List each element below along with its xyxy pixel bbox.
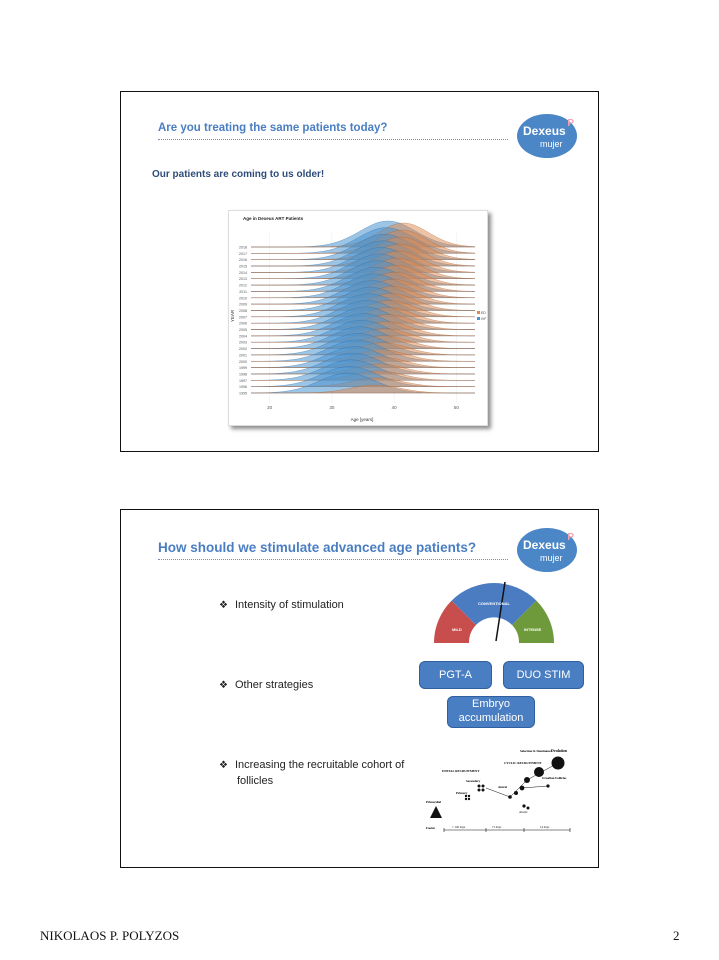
label-graafian: Graafian Follicles: [542, 776, 567, 780]
stimulation-gauge: [432, 579, 556, 647]
chart-y-tick: 2001: [239, 353, 247, 358]
dexeus-logo: Dexeus P mujer: [517, 114, 577, 158]
label-ovulation: Ovulation: [550, 749, 567, 753]
chart-y-tick: 2015: [239, 264, 247, 269]
chart-title: Age in Dexeus ART Patients: [243, 216, 304, 221]
label-primordial: Primordial: [426, 800, 442, 804]
chart-y-tick: 1996: [239, 385, 247, 390]
chart-y-tick: 2011: [239, 289, 247, 294]
chart-y-tick: 2014: [239, 270, 247, 275]
chart-y-tick: 1995: [239, 391, 247, 396]
label-selection: Selection & Dominance: [520, 749, 552, 753]
title-divider: [158, 559, 508, 560]
legend-label: ED: [481, 311, 486, 315]
bullet-recruitable-cohort-cont: follicles: [237, 775, 274, 787]
slide-2: [120, 509, 599, 868]
chart-y-tick: 2002: [239, 347, 247, 352]
label-secondary: Secondary: [466, 779, 481, 783]
connector-4: [522, 786, 548, 788]
chart-x-tick: 40: [391, 405, 397, 410]
chart-y-tick: 2008: [239, 308, 247, 313]
connector-2: [510, 780, 527, 797]
chart-y-tick: 2005: [239, 328, 247, 333]
title-divider: [158, 139, 508, 140]
chart-y-tick: 2006: [239, 321, 247, 326]
dexeus-logo: Dexeus P mujer: [517, 528, 577, 572]
label-antral: Antral: [498, 785, 508, 789]
slide-subtitle: Our patients are coming to us older!: [152, 169, 325, 180]
page-number: 2: [673, 928, 680, 943]
timeline-days-3: 14 days: [540, 825, 550, 829]
follicle-primary-3: [465, 798, 467, 800]
chart-x-tick: 20: [267, 405, 273, 410]
label-atretic: Atretic: [519, 810, 528, 814]
ridgeline-chart: [228, 210, 488, 426]
legend-swatch-IVF: [477, 317, 480, 320]
gauge-label-mild: MILD: [452, 627, 462, 632]
bullet-recruitable-cohort: ❖ Increasing the recruitable cohort of: [219, 759, 405, 771]
slide-1: [120, 91, 599, 452]
follicle-secondary-2: [482, 785, 485, 788]
follicle-antral-2: [514, 791, 518, 795]
label-primary: Primary: [456, 791, 468, 795]
gauge-label-conventional: CONVENTIONAL: [478, 601, 510, 606]
follicle-primary-2: [468, 795, 470, 797]
slide-title: Are you treating the same patients today?: [158, 122, 388, 134]
timeline-days-1: > 120 days: [452, 825, 466, 829]
chart-xlabel: Age [years]: [350, 417, 374, 422]
follicle-atretic-1: [522, 804, 525, 807]
slide-title: How should we stimulate advanced age patients?: [158, 540, 477, 555]
chart-y-tick: 2018: [239, 245, 247, 250]
chart-y-tick: 2009: [239, 302, 247, 307]
timeline-days-2: 71 days: [492, 825, 502, 829]
label-cyclic: CYCLIC RECRUITMENT: [504, 761, 542, 765]
label-initial: INITIAL RECRUITMENT: [442, 769, 480, 773]
chart-y-tick: 2003: [239, 340, 247, 345]
chart-y-tick: 2017: [239, 251, 247, 256]
bullet-other-strategies: ❖ Other strategies: [219, 679, 314, 691]
follicle-atretic-2: [527, 807, 530, 810]
chart-x-tick: 50: [453, 405, 459, 410]
chart-y-tick: 2000: [239, 359, 247, 364]
chart-y-tick: 2016: [239, 258, 247, 263]
connector-1: [486, 788, 510, 797]
chart-y-tick: 2004: [239, 334, 247, 339]
primordial-pool: [430, 806, 442, 818]
chart-x-tick: 30: [329, 405, 335, 410]
chart-y-tick: 1998: [239, 372, 247, 377]
label-foetus: Foetus: [426, 826, 436, 830]
chart-ylabel: YEAR: [230, 309, 235, 323]
follicle-secondary-1: [478, 785, 481, 788]
footer-author: NIKOLAOS P. POLYZOS: [40, 928, 180, 943]
gauge-label-intense: INTENSE: [524, 627, 542, 632]
bullet-intensity: ❖ Intensity of stimulation: [219, 599, 344, 611]
embryo-accumulation-button: Embryo accumulation: [447, 696, 535, 728]
chart-y-tick: 1997: [239, 378, 247, 383]
duo-stim-button: DUO STIM: [503, 661, 584, 689]
follicle-secondary-3: [478, 789, 481, 792]
follicle-secondary-4: [482, 789, 485, 792]
legend-label: IVF: [481, 317, 487, 321]
chart-y-tick: 2013: [239, 277, 247, 282]
chart-y-tick: 2010: [239, 296, 247, 301]
chart-y-tick: 2007: [239, 315, 247, 320]
pgt-a-button: PGT-A: [419, 661, 492, 689]
legend-swatch-ED: [477, 311, 480, 314]
follicle-diagram: [424, 742, 574, 854]
chart-y-tick: 2012: [239, 283, 247, 288]
follicle-primary-1: [465, 795, 467, 797]
chart-y-tick: 1999: [239, 366, 247, 371]
follicle-primary-4: [468, 798, 470, 800]
